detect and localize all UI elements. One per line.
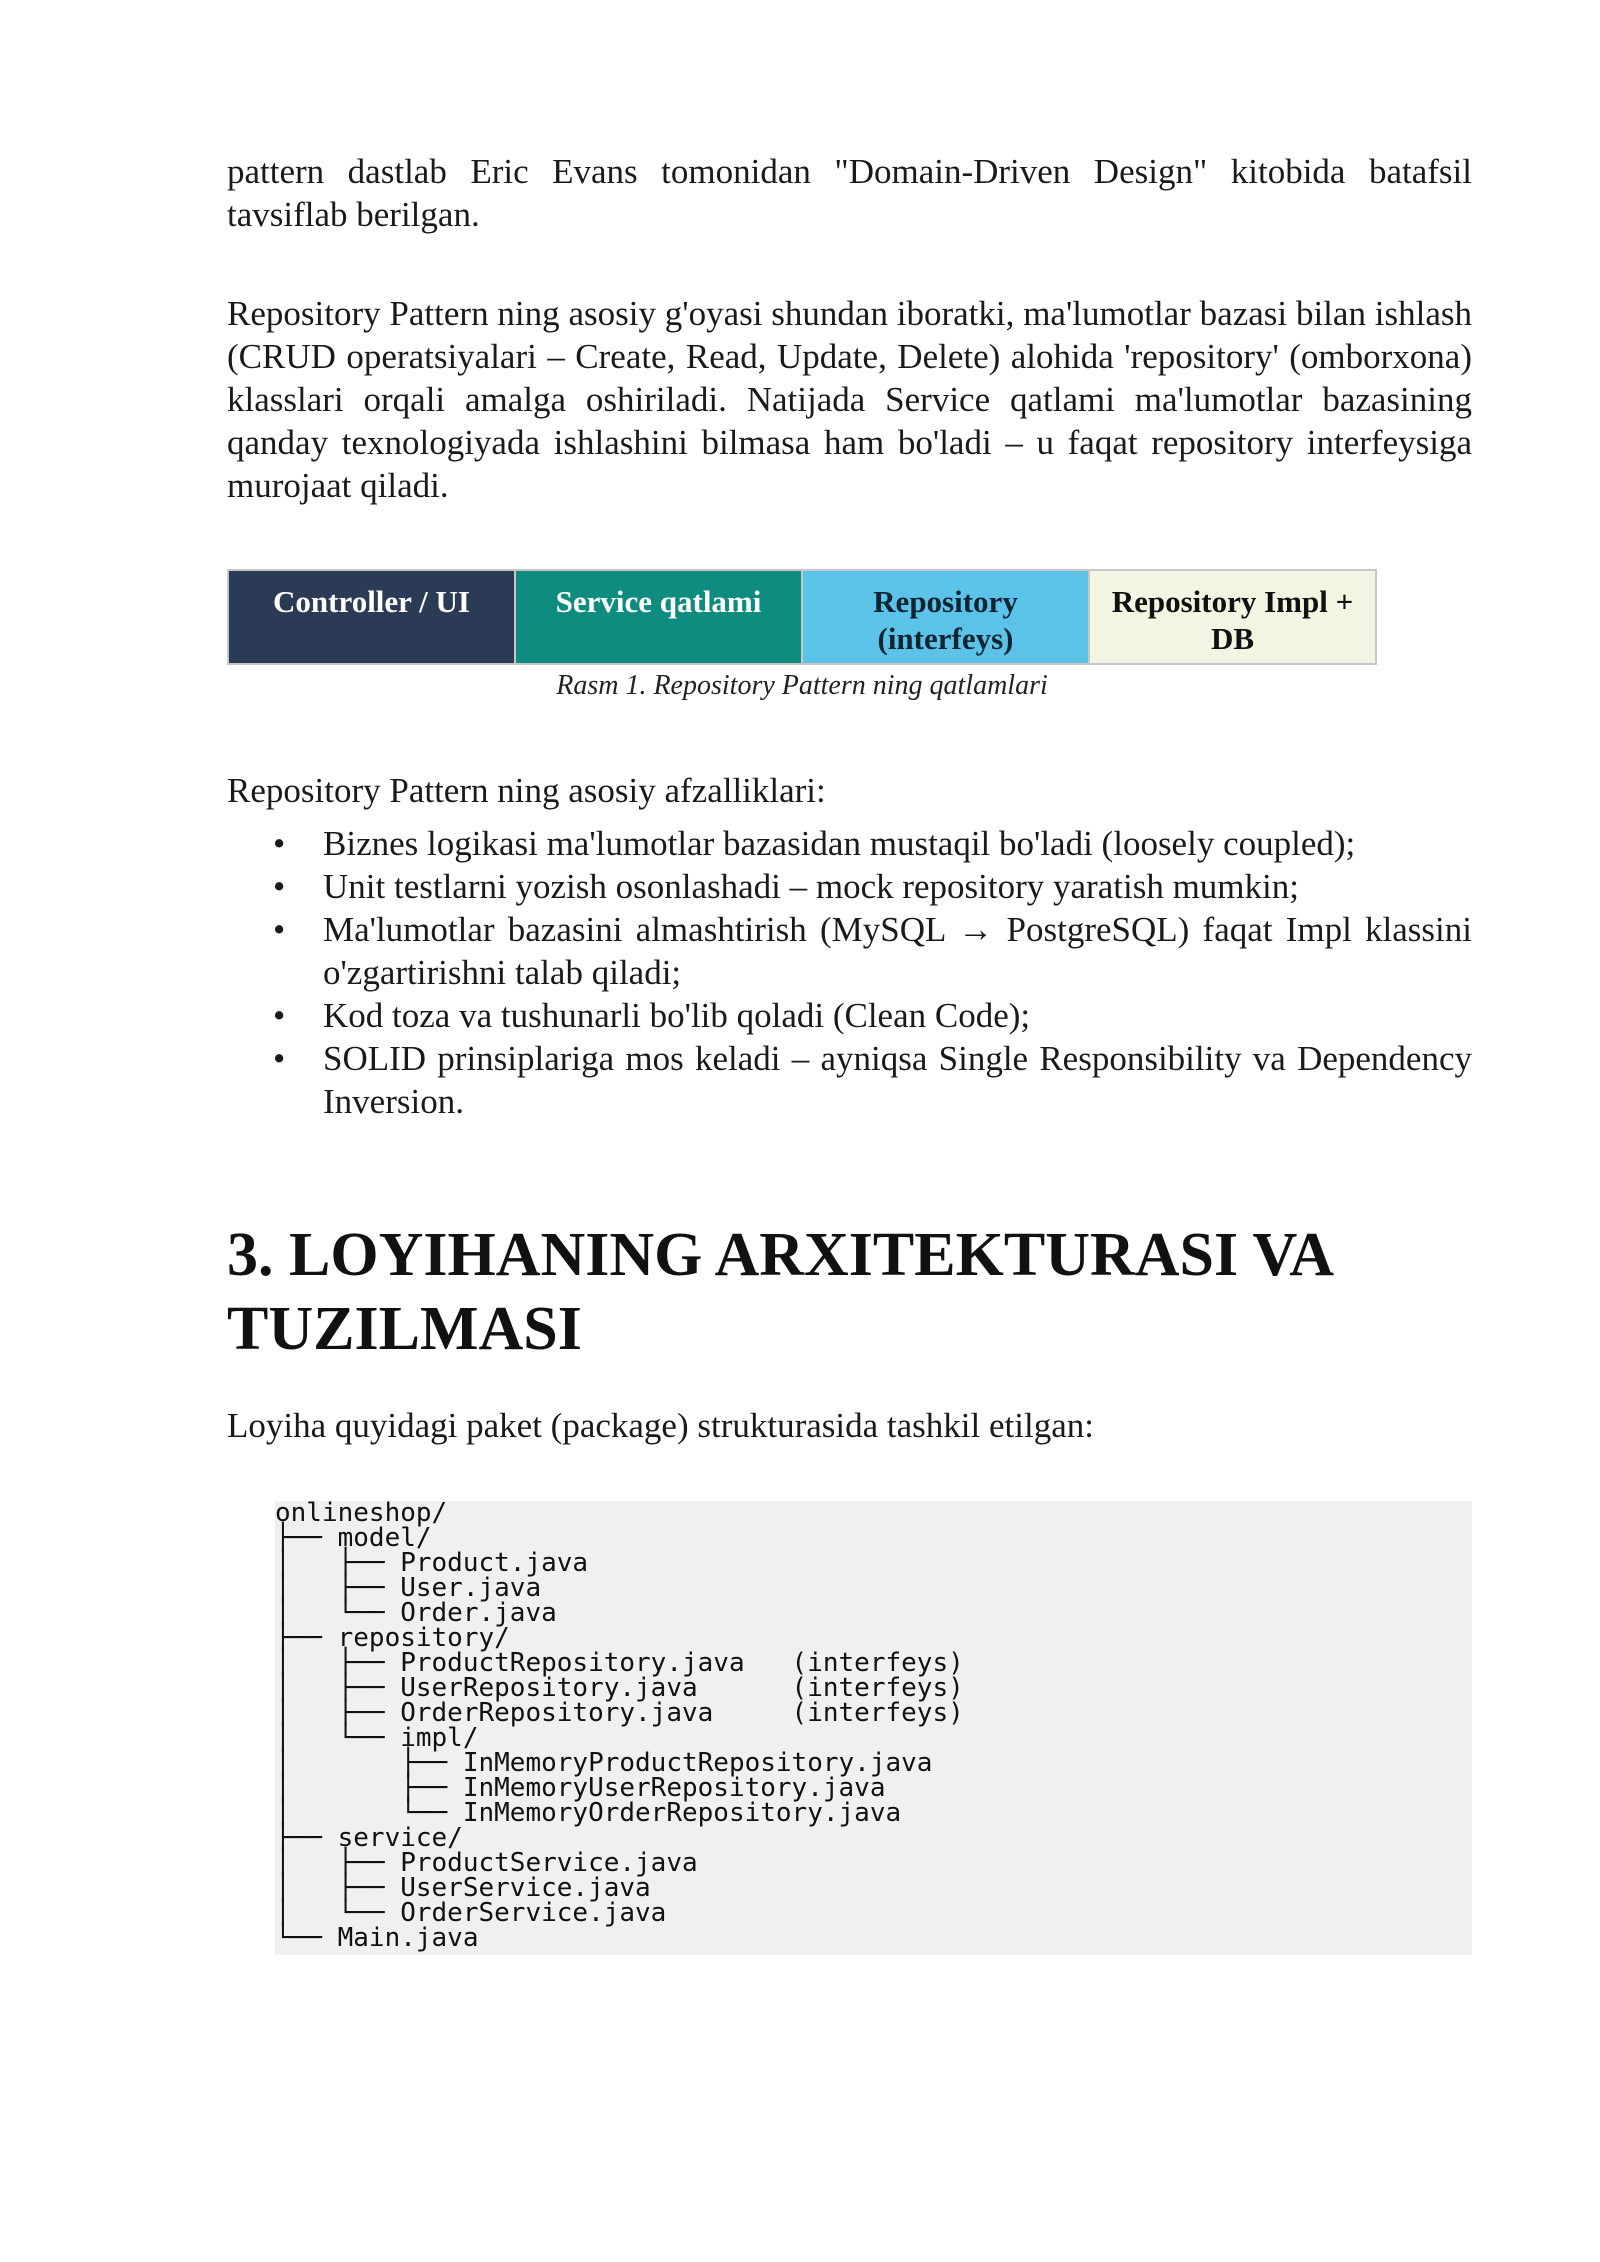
code-line: │ ├── OrderRepository.java (interfeys)	[275, 1698, 964, 1728]
code-line: │ └── OrderService.java	[275, 1898, 667, 1928]
code-line: │ ├── ProductRepository.java (interfeys)	[275, 1648, 964, 1678]
bullet: •	[273, 910, 286, 949]
code-line: ├── repository/	[275, 1623, 510, 1653]
intro-paragraph: pattern dastlab Eric Evans tomonidan "Domain-Driven Design" kitobida batafsil tavsiflab berilgan.	[227, 152, 1472, 234]
code-line: ├── service/	[275, 1823, 463, 1853]
layers-figure	[227, 569, 1377, 665]
code-line: ├── model/	[275, 1523, 432, 1553]
bullet: •	[273, 996, 286, 1035]
code-line: │ ├── Product.java	[275, 1548, 589, 1578]
code-line: │ ├── ProductService.java	[275, 1848, 698, 1878]
list-item-text: Kod toza va tushunarli bo'lib qoladi (Clean Code);	[323, 996, 1031, 1035]
document-page	[227, 150, 1472, 1955]
list-item-text: Unit testlarni yozish osonlashadi – mock repository yaratish mumkin;	[323, 867, 1299, 906]
code-line: │ ├── UserRepository.java (interfeys)	[275, 1673, 964, 1703]
bullet: •	[273, 1039, 286, 1078]
main-idea-paragraph: Repository Pattern ning asosiy g'oyasi shundan iboratki, ma'lumotlar bazasi bilan ishlash (CRUD operatsiyalari – Create, Read, Update, Delete) alohida 'repository' (omborxona) klasslari orqali amalga oshiriladi. Natijada Service qatlami ma'lumotlar bazasining qanday texnologiyada ishlashini bilmasa ham bo'ladi – u faqat repository interfeysiga murojaat qiladi.	[227, 294, 1472, 505]
list-item	[227, 865, 1472, 908]
list-item-text: SOLID prinsiplariga mos keladi – ayniqsa Single Responsibility va Dependency Inversion.	[323, 1039, 1472, 1121]
layer-controller-ui: Controller / UI	[229, 571, 516, 663]
figure-caption: Rasm 1. Repository Pattern ning qatlamlari	[556, 670, 1048, 701]
code-line: │ ├── User.java	[275, 1573, 542, 1603]
layer-repository-interface: Repository (interfeys)	[803, 571, 1090, 663]
layer-repository-impl-db: Repository Impl + DB	[1090, 571, 1375, 663]
list-item	[227, 1037, 1472, 1123]
package-tree-code-block	[275, 1498, 1472, 1955]
code-line: │ ├── InMemoryUserRepository.java	[275, 1773, 886, 1803]
list-item	[227, 994, 1472, 1037]
list-item-text: Ma'lumotlar bazasini almashtirish (MySQL → PostgreSQL) faqat Impl klassini o'zgartirishni talab qiladi;	[323, 910, 1472, 992]
layer-service: Service qatlami	[516, 571, 803, 663]
bullet: •	[273, 824, 286, 863]
code-line: │ ├── InMemoryProductRepository.java	[275, 1748, 933, 1778]
code-line: │ ├── UserService.java	[275, 1873, 651, 1903]
benefits-intro: Repository Pattern ning asosiy afzalliklari:	[227, 771, 826, 810]
section-heading: 3. LOYIHANING ARXITEKTURASI VA TUZILMASI	[227, 1221, 1331, 1363]
list-item-text: Biznes logikasi ma'lumotlar bazasidan mustaqil bo'ladi (loosely coupled);	[323, 824, 1356, 863]
code-line: onlineshop/	[275, 1498, 448, 1528]
list-item	[227, 908, 1472, 994]
code-line: │ └── impl/	[275, 1723, 479, 1753]
benefits-list	[227, 822, 1472, 1123]
code-line: │ └── InMemoryOrderRepository.java	[275, 1798, 902, 1828]
code-line: └── Main.java	[275, 1923, 479, 1953]
code-line: │ └── Order.java	[275, 1598, 557, 1628]
bullet: •	[273, 867, 286, 906]
section-intro: Loyiha quyidagi paket (package) strukturasida tashkil etilgan:	[227, 1406, 1094, 1445]
list-item	[227, 822, 1472, 865]
